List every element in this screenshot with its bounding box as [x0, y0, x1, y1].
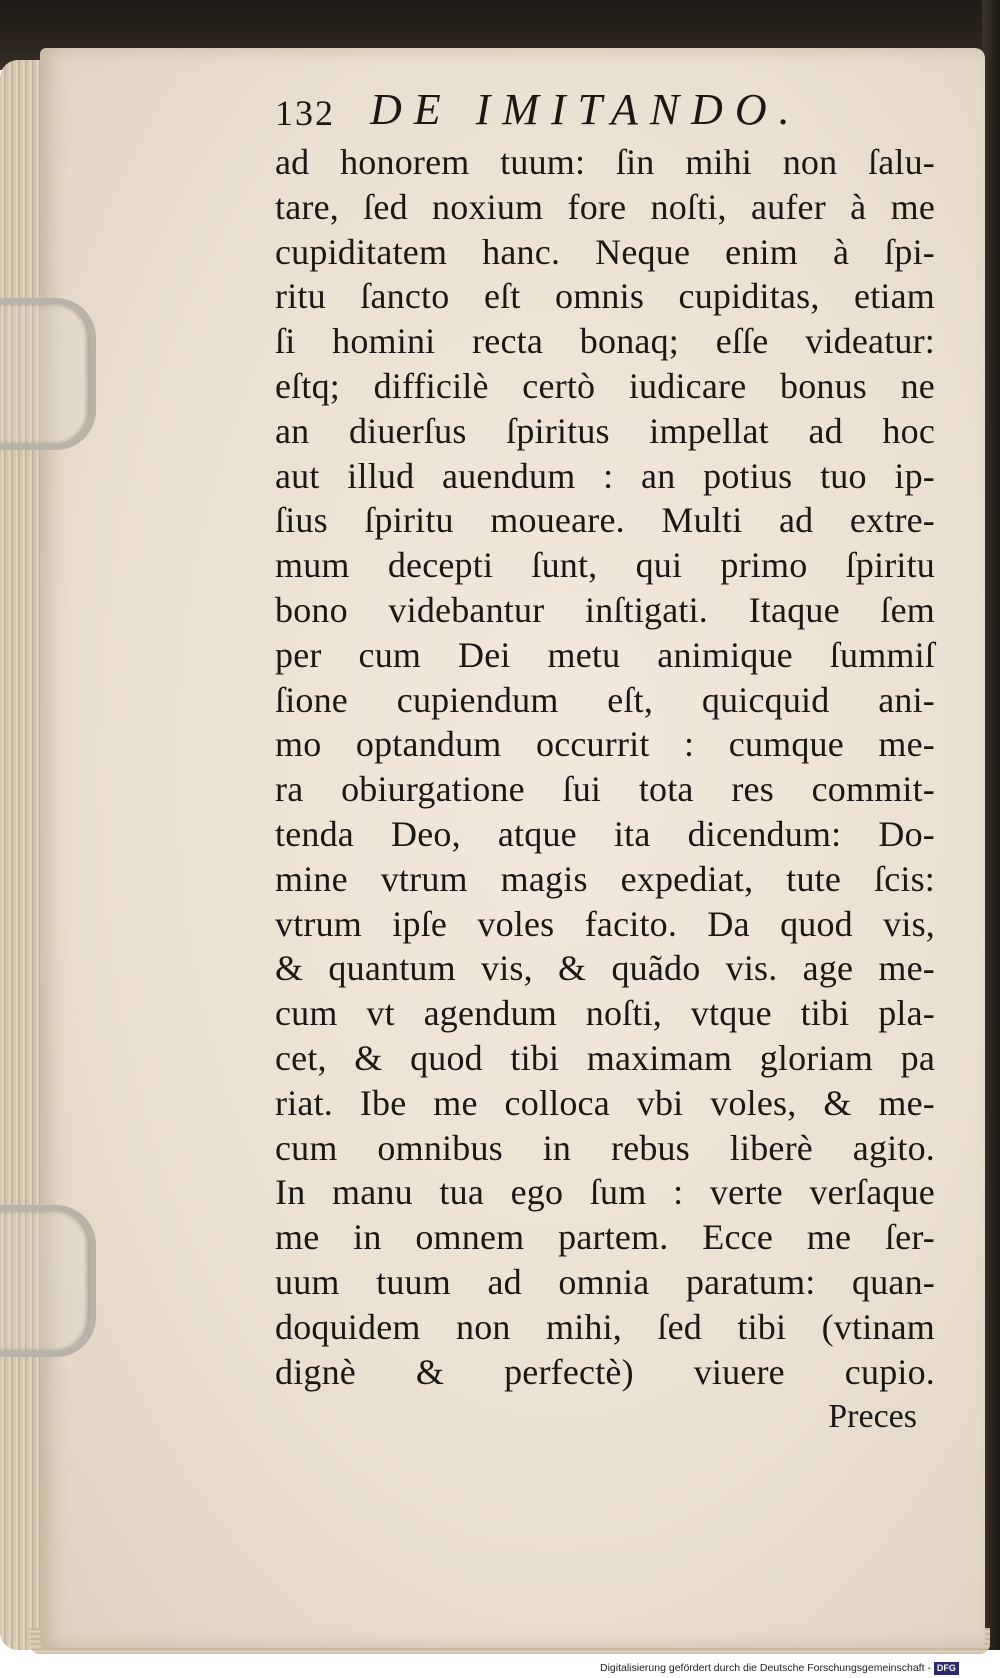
- credit-text: Digitalisierung gefördert durch die Deutsche Forschungsgemeinschaft -: [600, 1662, 931, 1674]
- text-line: tare, ſed noxium fore noſti, aufer à me: [275, 186, 935, 227]
- text-line: aut illud auendum : an potius tuo ip-: [275, 455, 935, 496]
- text-line: In manu tua ego ſum : verte verſaque: [275, 1172, 935, 1213]
- text-line: ra obiurgatione ſui tota res commit-: [275, 769, 935, 810]
- digitization-credit: [600, 1659, 1000, 1678]
- text-line: me in omnem partem. Ecce me ſer-: [275, 1217, 935, 1258]
- text-line: cupiditatem hanc. Neque enim à ſpi-: [275, 231, 935, 272]
- book-clasp-icon: [0, 1205, 96, 1357]
- text-line: bono videbantur inſtigati. Itaque ſem: [275, 589, 935, 630]
- text-line: & quantum vis, & quãdo vis. age me-: [275, 948, 935, 989]
- text-line: cum omnibus in rebus liberè agito.: [275, 1127, 935, 1168]
- text-line: per cum Dei metu animique ſummiſ: [275, 634, 935, 675]
- catchword: Preces: [828, 1398, 917, 1436]
- text-line: dignè & perfectè) viuere cupio.: [275, 1351, 935, 1392]
- text-line: uum tuum ad omnia paratum: quan-: [275, 1261, 935, 1302]
- book-clasp-icon: [0, 298, 96, 450]
- text-line: vtrum ipſe voles facito. Da quod vis,: [275, 903, 935, 944]
- text-line: mine vtrum magis expediat, tute ſcis:: [275, 858, 935, 899]
- text-line: ſione cupiendum eſt, quicquid ani-: [275, 679, 935, 720]
- text-line: doquidem non mihi, ſed tibi (vtinam: [275, 1306, 935, 1347]
- text-line: cet, & quod tibi maximam gloriam pa: [275, 1037, 935, 1078]
- text-line: cum vt agendum noſti, vtque tibi pla-: [275, 993, 935, 1034]
- text-line: eſtq; difficilè certò iudicare bonus ne: [275, 365, 935, 406]
- text-line: ritu ſancto eſt omnis cupiditas, etiam: [275, 276, 935, 317]
- text-line: mum decepti ſunt, qui primo ſpiritu: [275, 545, 935, 586]
- page-number: 132: [275, 93, 335, 133]
- running-head: DE IMITANDO.: [370, 85, 802, 134]
- text-line: mo optandum occurrit : cumque me-: [275, 724, 935, 765]
- text-line: an diuerſus ſpiritus impellat ad hoc: [275, 410, 935, 451]
- text-line: ſi homini recta bonaq; eſſe videatur:: [275, 321, 935, 362]
- text-line: ſius ſpiritu moueare. Multi ad extre-: [275, 500, 935, 541]
- text-line: riat. Ibe me colloca vbi voles, & me-: [275, 1082, 935, 1123]
- page-text: [275, 78, 935, 1440]
- page-header: [275, 78, 935, 140]
- dfg-logo-icon: DFG: [934, 1662, 959, 1675]
- body-text: [275, 140, 935, 1394]
- text-line: tenda Deo, atque ita dicendum: Do-: [275, 813, 935, 854]
- text-line: ad honorem tuum: ſin mihi non ſalu-: [275, 142, 935, 182]
